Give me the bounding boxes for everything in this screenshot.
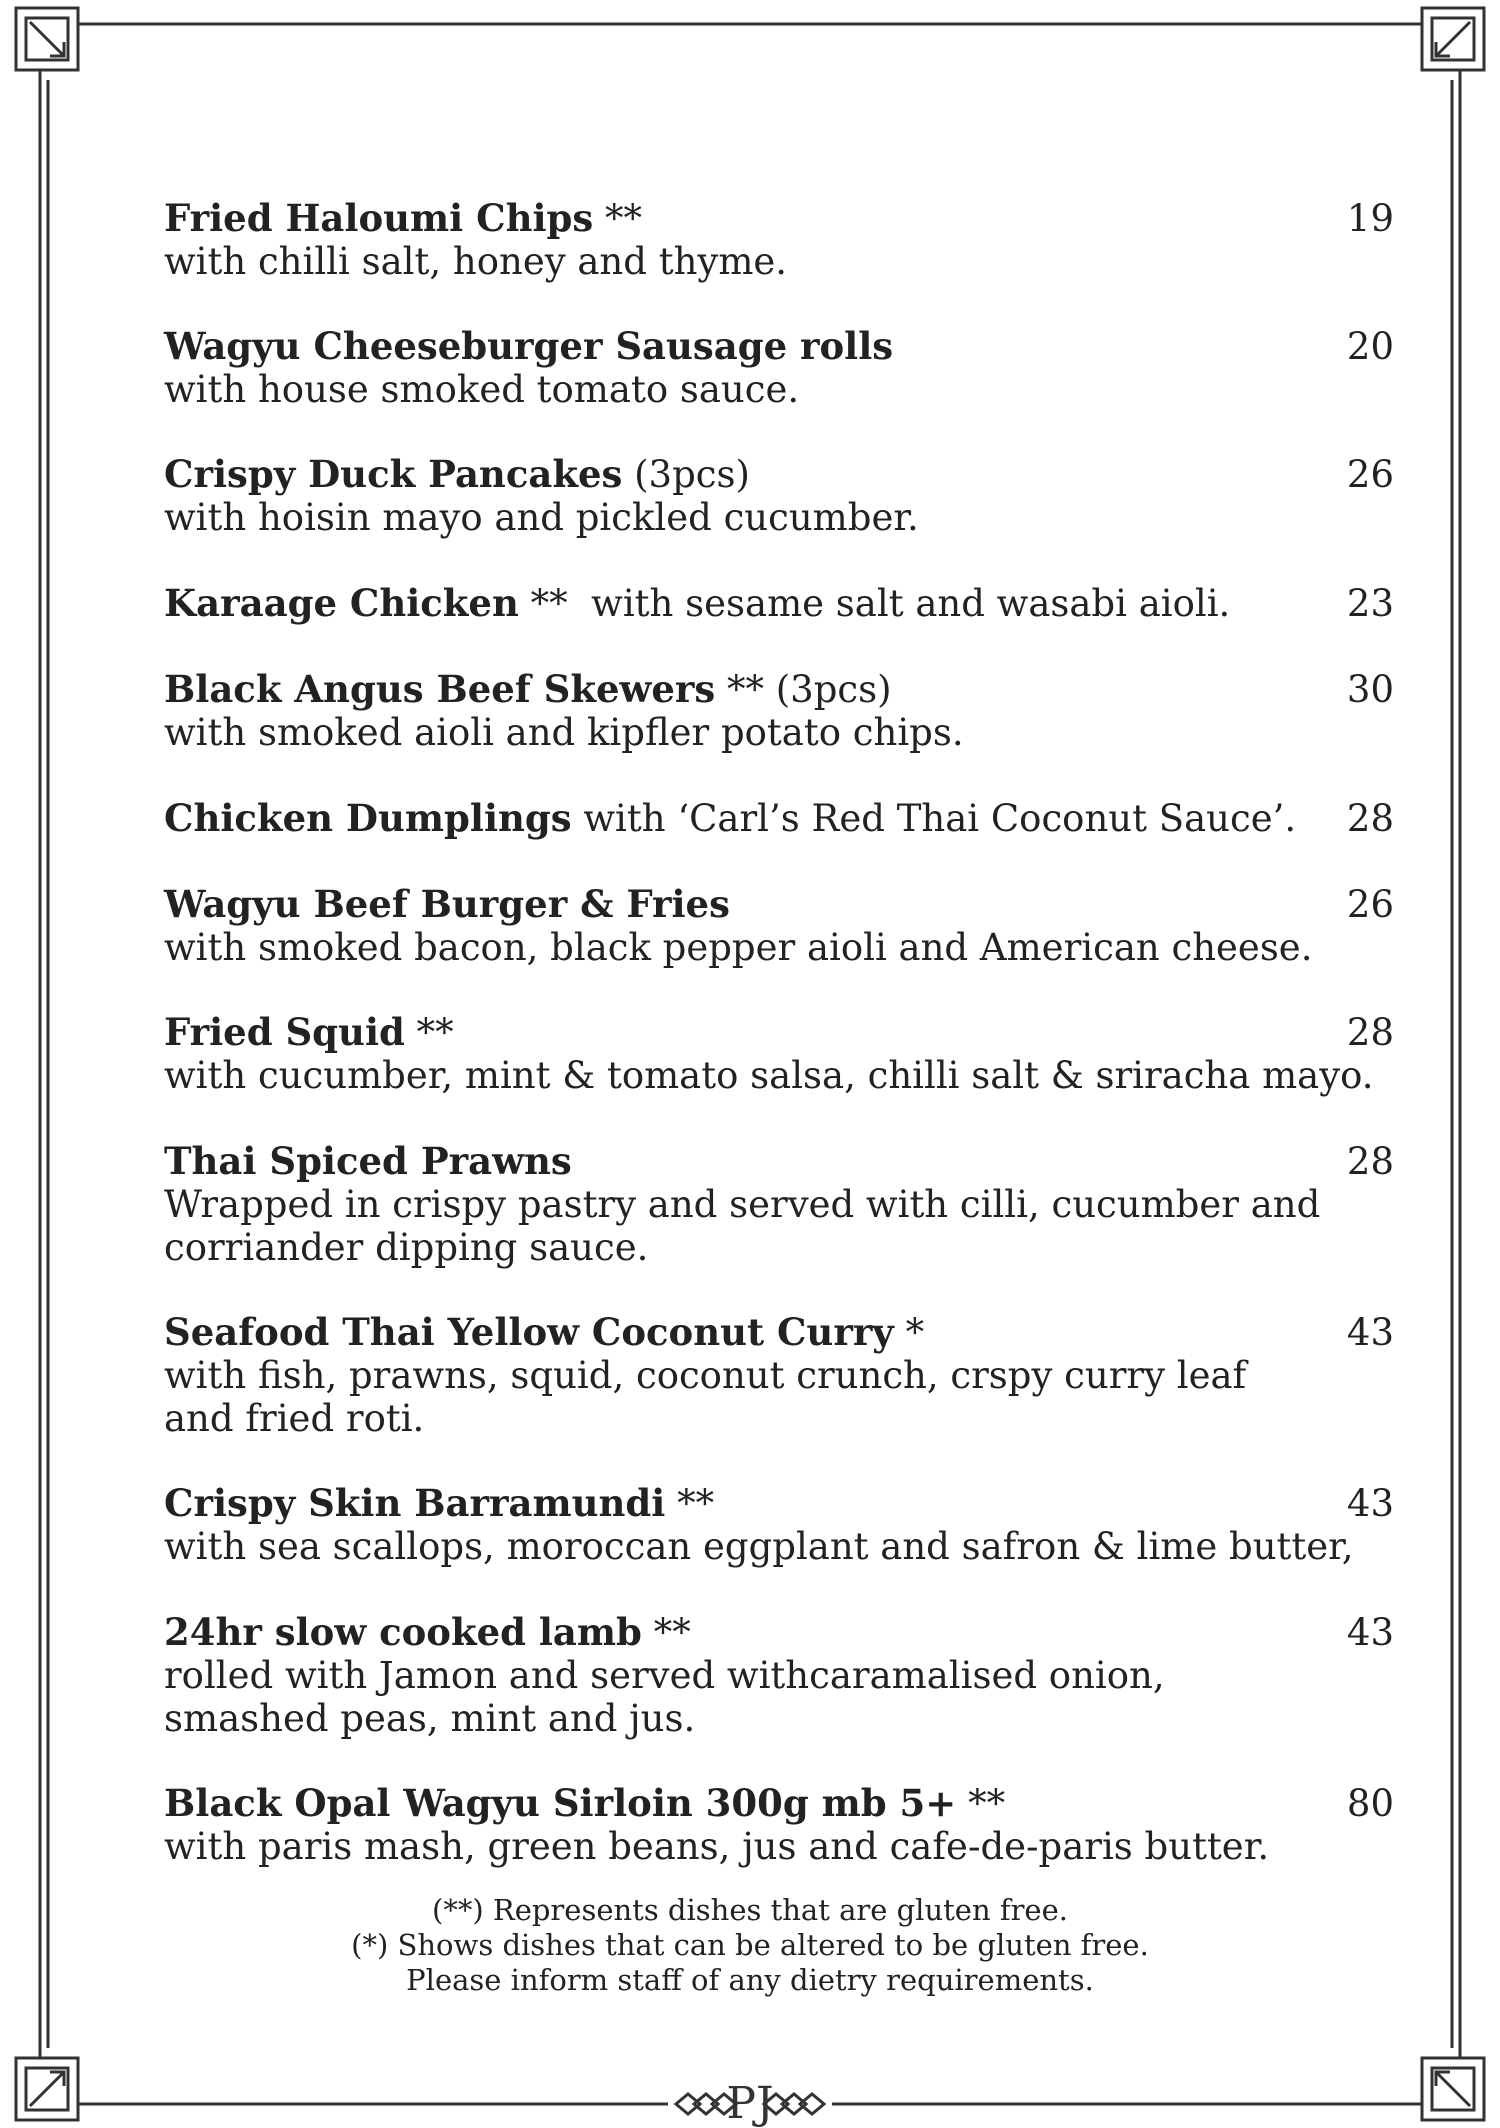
item-description: with chilli salt, honey and thyme. [164,240,788,283]
item-note: with ‘Carl’s Red Thai Coconut Sauce’. [571,797,1297,840]
item-name: Fried Haloumi Chips [164,196,594,240]
item-name: Wagyu Cheeseburger Sausage rolls [164,324,894,368]
item-name: 24hr slow cooked lamb [164,1610,642,1654]
menu-item [164,1011,1394,1097]
item-name: Thai Spiced Prawns [164,1139,572,1183]
item-note: ** [404,1011,454,1054]
menu-item [164,1782,1394,1868]
item-price: 43 [1346,1311,1394,1354]
menu-item [164,883,1394,969]
item-note: ** [665,1482,715,1525]
item-price: 43 [1346,1482,1394,1525]
dietary-requirements-note: Please inform staff of any dietry requirements. [406,1963,1094,1997]
item-description: with hoisin mayo and pickled cucumber. [164,496,919,539]
item-description: with paris mash, green beans, jus and cafe-de-paris butter. [164,1825,1270,1868]
menu-item [164,1611,1394,1740]
item-price: 26 [1346,453,1394,496]
item-description: with fish, prawns, squid, coconut crunch, crspy curry leaf and fried roti. [164,1354,1247,1440]
item-name: Black Opal Wagyu Sirloin 300g mb 5+ [164,1781,957,1825]
item-description: with house smoked tomato sauce. [164,368,800,411]
dietary-notes [0,1893,1500,1998]
item-price: 28 [1346,797,1394,840]
item-price: 26 [1346,883,1394,926]
item-description: with sea scallops, moroccan eggplant and safron & lime butter, [164,1525,1354,1568]
menu-item [164,325,1394,411]
item-note: ** [641,1611,691,1654]
item-note: ** [956,1782,1006,1825]
menu-item [164,1311,1394,1440]
item-note: ** (3pcs) [715,668,892,711]
item-price: 80 [1346,1782,1394,1825]
item-price: 28 [1346,1140,1394,1183]
item-price: 19 [1346,197,1394,240]
item-name: Black Angus Beef Skewers [164,667,716,711]
item-note: * [893,1311,925,1354]
item-price: 43 [1346,1611,1394,1654]
item-note: ** [593,197,642,240]
menu-item [164,1482,1394,1568]
item-price: 20 [1346,325,1394,368]
menu-item [164,668,1394,754]
item-name: Crispy Duck Pancakes [164,452,623,496]
item-description: with cucumber, mint & tomato salsa, chilli salt & sriracha mayo. [164,1054,1374,1097]
item-note: (3pcs) [622,453,750,496]
item-name: Seafood Thai Yellow Coconut Curry [164,1310,894,1354]
item-note: ** with sesame salt and wasabi aioli. [518,582,1231,625]
menu-item [164,797,1394,840]
item-name: Wagyu Beef Burger & Fries [164,882,730,926]
item-name: Chicken Dumplings [164,796,572,840]
item-description: with smoked bacon, black pepper aioli and American cheese. [164,926,1313,969]
item-name: Crispy Skin Barramundi [164,1481,666,1525]
gluten-alterable-note: (*) Shows dishes that can be altered to be gluten free. [351,1928,1149,1962]
item-name: Fried Squid [164,1010,405,1054]
gluten-free-note: (**) Represents dishes that are gluten free. [432,1893,1068,1927]
item-price: 28 [1346,1011,1394,1054]
item-description: with smoked aioli and kipfler potato chips. [164,711,964,754]
item-name: Karaage Chicken [164,581,519,625]
menu-item [164,197,1394,283]
item-description: Wrapped in crispy pastry and served with cilli, cucumber and corriander dipping sauce. [164,1183,1321,1269]
item-price: 30 [1346,668,1394,711]
item-price: 23 [1346,582,1394,625]
menu-item [164,1140,1394,1269]
item-description: rolled with Jamon and served withcaramalised onion, smashed peas, mint and jus. [164,1654,1165,1740]
monogram-text: PJ [726,2078,774,2128]
menu-item [164,582,1394,625]
menu-item [164,453,1394,539]
